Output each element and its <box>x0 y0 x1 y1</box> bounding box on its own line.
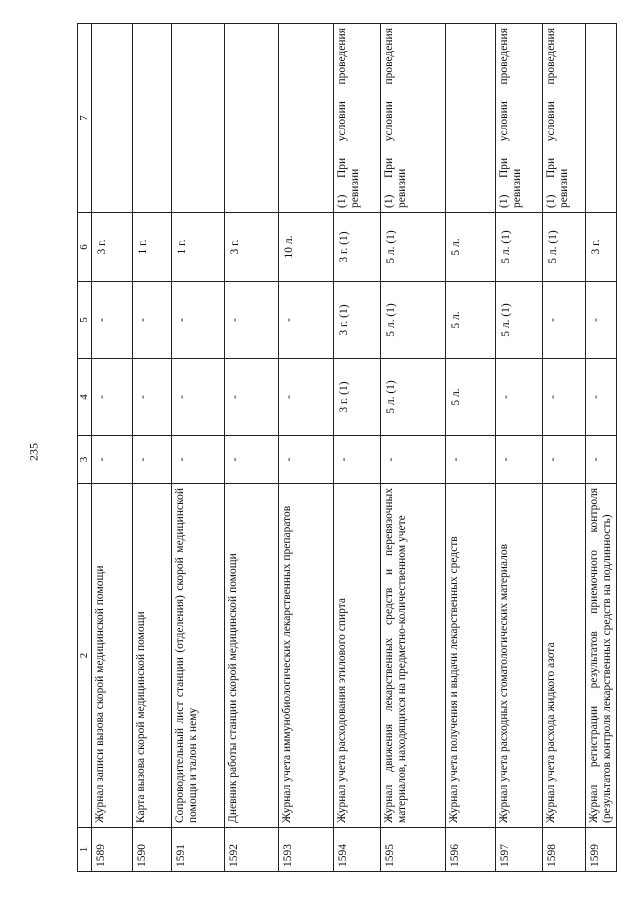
table-row <box>381 24 446 872</box>
rotated-table-container <box>77 24 613 872</box>
retention-cell: - <box>225 436 279 484</box>
retention-cell: - <box>279 359 334 436</box>
table-row <box>92 24 133 872</box>
document-name: Журнал записи вызова скорой медицинской помощи <box>92 484 133 828</box>
record-number: 1598 <box>543 828 586 872</box>
retention-cell: 5 л. (1) <box>496 282 543 359</box>
table-row <box>543 24 586 872</box>
retention-cell: 5 л. (1) <box>543 213 586 282</box>
retention-cell: - <box>225 282 279 359</box>
retention-cell: 3 г. <box>225 213 279 282</box>
table-row <box>172 24 225 872</box>
note-cell: (1) При условии проведения ревизии <box>543 24 586 213</box>
document-name: Дневник работы станции скорой медицинской помощи <box>225 484 279 828</box>
document-name: Сопроводительный лист станции (отделения) скорой медицинской помощи и талон к нему <box>172 484 225 828</box>
record-number: 1591 <box>172 828 225 872</box>
record-number: 1594 <box>334 828 381 872</box>
document-name: Журнал учета расходных стоматологических материалов <box>496 484 543 828</box>
record-number: 1597 <box>496 828 543 872</box>
record-number: 1592 <box>225 828 279 872</box>
retention-cell: 5 л. (1) <box>381 359 446 436</box>
document-name: Карта вызова скорой медицинской помощи <box>133 484 172 828</box>
document-name: Журнал учета расходования этилового спирта <box>334 484 381 828</box>
record-number: 1593 <box>279 828 334 872</box>
record-number: 1590 <box>133 828 172 872</box>
note-cell <box>586 24 617 213</box>
note-cell <box>225 24 279 213</box>
column-header: 1 <box>78 828 92 872</box>
retention-cell: 5 л. (1) <box>496 213 543 282</box>
record-number: 1599 <box>586 828 617 872</box>
page-number: 235 <box>26 443 41 461</box>
document-name: Журнал учета иммунобиологических лекарственных препаратов <box>279 484 334 828</box>
retention-cell: 3 г. <box>586 213 617 282</box>
retention-cell: - <box>92 359 133 436</box>
retention-cell: 1 г. <box>172 213 225 282</box>
retention-cell: 3 г. (1) <box>334 359 381 436</box>
note-cell <box>92 24 133 213</box>
note-cell <box>279 24 334 213</box>
retention-cell: 5 л. <box>446 359 496 436</box>
retention-cell: - <box>225 359 279 436</box>
retention-cell: - <box>133 436 172 484</box>
retention-cell: - <box>334 436 381 484</box>
retention-cell: - <box>172 282 225 359</box>
table-row <box>334 24 381 872</box>
note-cell: (1) При условии проведения ревизии <box>334 24 381 213</box>
note-cell <box>133 24 172 213</box>
retention-cell: 5 л. (1) <box>381 213 446 282</box>
column-header: 2 <box>78 484 92 828</box>
retention-cell: - <box>133 282 172 359</box>
document-name: Журнал учета получения и выдачи лекарственных средств <box>446 484 496 828</box>
column-header: 4 <box>78 359 92 436</box>
note-cell: (1) При условии проведения ревизии <box>496 24 543 213</box>
table-row <box>496 24 543 872</box>
column-header: 3 <box>78 436 92 484</box>
retention-cell: - <box>92 436 133 484</box>
retention-cell: - <box>543 359 586 436</box>
retention-cell: - <box>172 359 225 436</box>
note-cell <box>446 24 496 213</box>
retention-cell: - <box>446 436 496 484</box>
table-row <box>446 24 496 872</box>
retention-cell: 5 л. <box>446 282 496 359</box>
document-name: Журнал движения лекарственных средств и перевязочных материалов, находящихся на предметно-количественном учете <box>381 484 446 828</box>
retention-cell: - <box>279 282 334 359</box>
note-cell <box>172 24 225 213</box>
records-table <box>77 23 617 872</box>
table-row <box>133 24 172 872</box>
table-row <box>586 24 617 872</box>
retention-cell: 3 г. (1) <box>334 213 381 282</box>
header-row <box>78 24 92 872</box>
column-header: 5 <box>78 282 92 359</box>
retention-cell: - <box>586 282 617 359</box>
retention-cell: - <box>381 436 446 484</box>
retention-cell: 3 г. (1) <box>334 282 381 359</box>
retention-cell: - <box>92 282 133 359</box>
retention-cell: - <box>496 359 543 436</box>
retention-cell: - <box>543 436 586 484</box>
record-number: 1589 <box>92 828 133 872</box>
document-name: Журнал учета расхода жидкого азота <box>543 484 586 828</box>
table-row <box>279 24 334 872</box>
column-header: 6 <box>78 213 92 282</box>
retention-cell: - <box>586 359 617 436</box>
record-number: 1596 <box>446 828 496 872</box>
retention-cell: - <box>279 436 334 484</box>
record-number: 1595 <box>381 828 446 872</box>
retention-cell: 1 г. <box>133 213 172 282</box>
retention-cell: - <box>133 359 172 436</box>
document-name: Журнал регистрации результатов приемочного контроля (результатов контроля лекарственных средств на подлинность) <box>586 484 617 828</box>
retention-cell: - <box>586 436 617 484</box>
retention-cell: - <box>543 282 586 359</box>
retention-cell: 10 л. <box>279 213 334 282</box>
column-header: 7 <box>78 24 92 213</box>
table-row <box>225 24 279 872</box>
retention-cell: 3 г. <box>92 213 133 282</box>
retention-cell: 5 л. <box>446 213 496 282</box>
retention-cell: 5 л. (1) <box>381 282 446 359</box>
note-cell: (1) При условии проведения ревизии <box>381 24 446 213</box>
retention-cell: - <box>172 436 225 484</box>
retention-cell: - <box>496 436 543 484</box>
